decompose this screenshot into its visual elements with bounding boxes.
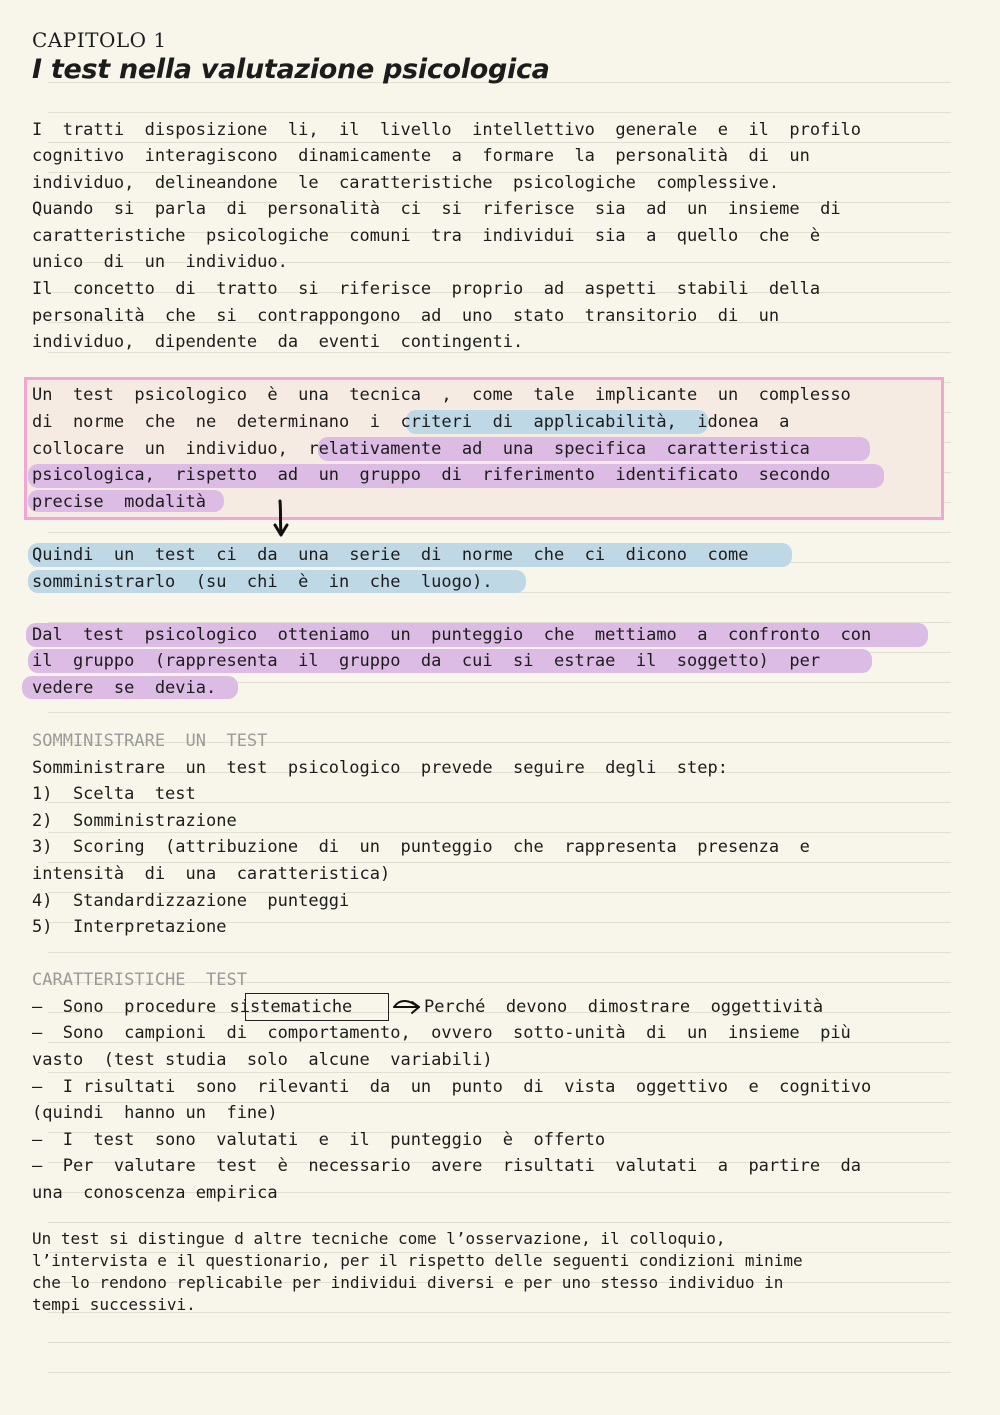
text-segment: – Sono procedure: [32, 997, 227, 1017]
text-line: intensità di una caratteristica): [32, 864, 391, 884]
text-line: che lo rendono replicabile per individui diversi e per uno stesso individuo in: [32, 1273, 784, 1292]
text-line: psicologica, rispetto ad un gruppo di riferimento identificato secondo: [32, 465, 831, 485]
text-line: Quando si parla di personalità ci si riferisce sia ad un insieme di: [32, 199, 841, 219]
section-heading: CARATTERISTICHE TEST: [32, 970, 247, 990]
list-item: – Per valutare test è necessario avere risultati valutati a partire da: [32, 1156, 862, 1176]
text-line: individuo, delineandone le caratteristiche psicologiche complessive.: [32, 173, 780, 193]
list-item: – I test sono valutati e il punteggio è offerto: [32, 1130, 606, 1150]
text-line: personalità che si contrappongono ad uno stato transitorio di un: [32, 306, 780, 326]
text-line: una conoscenza empirica: [32, 1183, 278, 1203]
arrow-down-icon: [268, 498, 298, 540]
text-line: unico di un individuo.: [32, 252, 288, 272]
list-item: 5) Interpretazione: [32, 917, 227, 937]
text-line: individuo, dipendente da eventi contingenti.: [32, 332, 524, 352]
text-line: cognitivo interagiscono dinamicamente a formare la personalità di un: [32, 146, 810, 166]
text-line: I tratti disposizione li, il livello intellettivo generale e il profilo: [32, 120, 862, 140]
arrow-right-icon: [392, 994, 424, 1020]
list-item: 1) Scelta test: [32, 784, 196, 804]
text-line: Somministrare un test psicologico prevede seguire degli step:: [32, 758, 728, 778]
text-line: somministrarlo (su chi è in che luogo).: [32, 572, 493, 592]
list-item: 4) Standardizzazione punteggi: [32, 891, 350, 911]
text-line: vasto (test studia solo alcune variabili): [32, 1050, 493, 1070]
text-line: precise modalità: [32, 492, 206, 512]
list-item: – I risultati sono rilevanti da un punto di vista oggettivo e cognitivo: [32, 1077, 872, 1097]
text-line: l’intervista e il questionario, per il rispetto delle seguenti condizioni minime: [32, 1251, 803, 1270]
text-line: collocare un individuo, relativamente ad una specifica caratteristica: [32, 439, 810, 459]
section-heading: SOMMINISTRARE UN TEST: [32, 731, 268, 751]
text-line: Un test si distingue d altre tecniche come l’osservazione, il colloquio,: [32, 1229, 726, 1248]
list-item: – Sono campioni di comportamento, ovvero sotto-unità di un insieme più: [32, 1023, 851, 1043]
text-line: Quindi un test ci da una serie di norme che ci dicono come: [32, 545, 749, 565]
text-segment: Perché devono dimostrare oggettività: [424, 997, 824, 1017]
text-line: Dal test psicologico otteniamo un punteggio che mettiamo a confronto con: [32, 625, 872, 645]
feature-line: [32, 997, 352, 1017]
text-line: tempi successivi.: [32, 1295, 196, 1314]
list-item: 3) Scoring (attribuzione di un punteggio che rappresenta presenza e: [32, 837, 810, 857]
text-line: (quindi hanno un fine): [32, 1103, 278, 1123]
text-line: di norme che ne determinano i criteri di applicabilità, idonea a: [32, 412, 790, 432]
text-line: Un test psicologico è una tecnica , come tale implicante un complesso: [32, 385, 851, 405]
text-line: vedere se devia.: [32, 678, 217, 698]
text-line: Il concetto di tratto si riferisce proprio ad aspetti stabili della: [32, 279, 821, 299]
list-item: 2) Somministrazione: [32, 811, 237, 831]
text-line: il gruppo (rappresenta il gruppo da cui si estrae il soggetto) per: [32, 651, 821, 671]
chapter-label: CAPITOLO 1: [32, 28, 167, 52]
page-title: I test nella valutazione psicologica: [32, 54, 550, 85]
text-line: caratteristiche psicologiche comuni tra individui sia a quello che è: [32, 226, 821, 246]
boxed-word: sistematiche: [229, 997, 353, 1017]
